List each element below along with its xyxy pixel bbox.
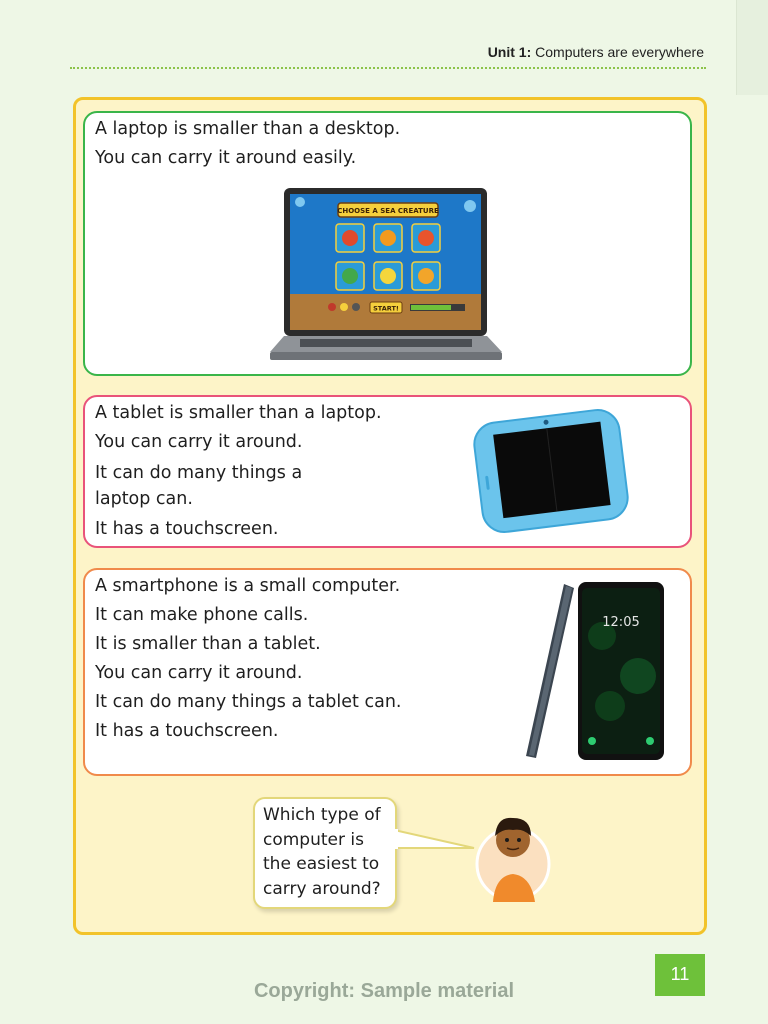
game-start-button: START! xyxy=(373,304,399,313)
unit-label: Unit 1: xyxy=(487,44,532,60)
laptop-line-1: A laptop is smaller than a desktop. xyxy=(95,119,401,139)
phone-line-5: It can do many things a tablet can. xyxy=(95,692,402,712)
phone-line-3: It is smaller than a tablet. xyxy=(95,634,321,654)
tablet-illustration xyxy=(468,398,634,544)
question-bubble xyxy=(253,797,397,909)
game-banner: CHOOSE A SEA CREATURE xyxy=(337,207,439,215)
phone-clock: 12:05 xyxy=(602,615,640,630)
speech-tail xyxy=(394,826,478,856)
phone-line-4: You can carry it around. xyxy=(95,663,303,683)
phone-line-2: It can make phone calls. xyxy=(95,605,309,625)
phone-line-1: A smartphone is a small computer. xyxy=(95,576,401,596)
laptop-illustration xyxy=(270,186,502,364)
question-line-4: carry around? xyxy=(263,878,381,899)
student-avatar xyxy=(473,806,553,906)
question-line-3: the easiest to xyxy=(263,854,380,874)
tablet-line-2: You can carry it around. xyxy=(95,432,303,452)
question-line-2: computer is xyxy=(263,829,364,850)
copyright-watermark: Copyright: Sample material xyxy=(253,980,515,1002)
tablet-line-4: It has a touchscreen. xyxy=(95,519,279,539)
smartphone-illustration xyxy=(520,576,670,766)
phone-line-6: It has a touchscreen. xyxy=(95,721,279,741)
page-number: 11 xyxy=(655,954,705,996)
tablet-line-1: A tablet is smaller than a laptop. xyxy=(95,403,382,423)
unit-header xyxy=(488,44,704,60)
unit-title: Computers are everywhere xyxy=(535,44,704,60)
tablet-line-3: It can do many things a laptop can. xyxy=(95,463,303,509)
laptop-line-2: You can carry it around easily. xyxy=(95,148,357,168)
header-divider xyxy=(70,67,706,69)
page-edge xyxy=(736,0,768,95)
question-line-1: Which type of xyxy=(263,805,381,825)
